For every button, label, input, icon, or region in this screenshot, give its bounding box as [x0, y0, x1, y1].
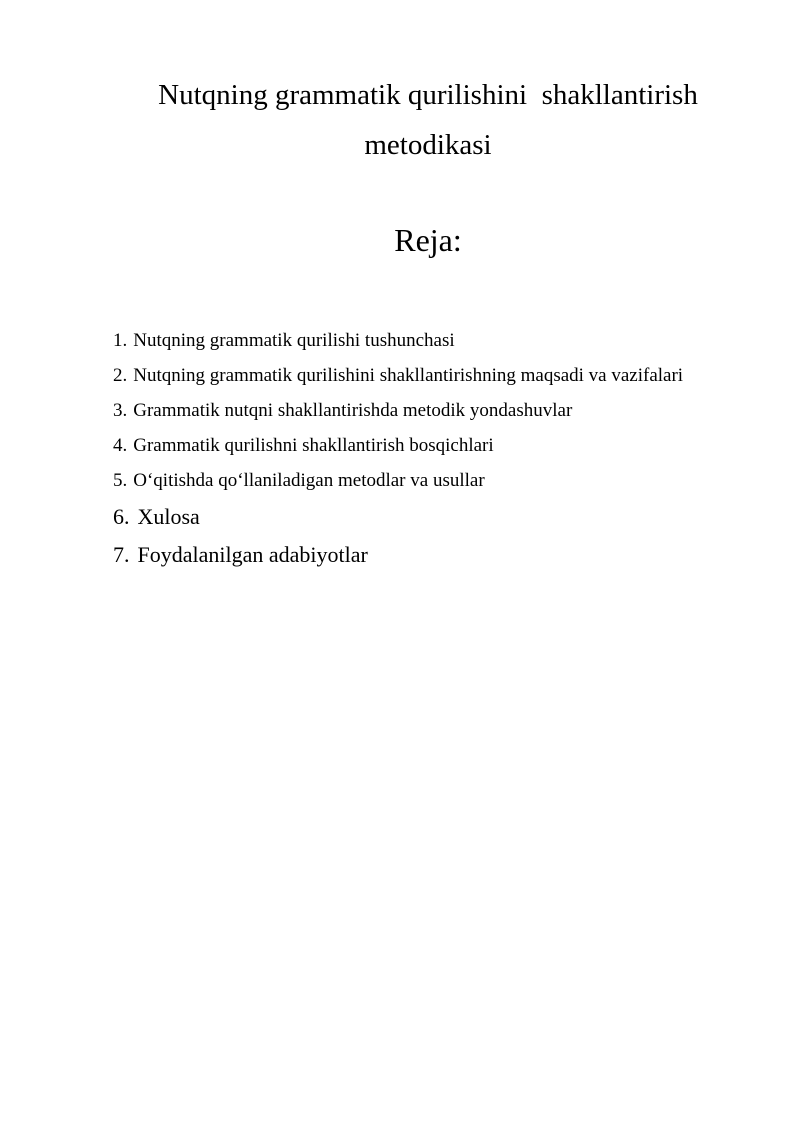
outline-item-number: 1. — [113, 330, 128, 351]
outline-item — [113, 393, 743, 428]
outline-item-text: O‘qitishda qo‘llaniladigan metodlar va usullar — [133, 470, 485, 491]
outline-item-number: 5. — [113, 470, 128, 491]
outline-item-text: Xulosa — [137, 504, 200, 529]
outline-item-text: Grammatik nutqni shakllantirishda metodik yondashuvlar — [133, 400, 573, 421]
outline-item — [113, 536, 743, 574]
outline-item-number: 7. — [113, 542, 130, 567]
document-title-line2: metodikasi — [364, 129, 492, 161]
outline-item-text: Grammatik qurilishni shakllantirish bosqichlari — [133, 435, 494, 456]
outline-item-text: Nutqning grammatik qurilishini shakllantirishning maqsadi va vazifalari — [133, 365, 684, 386]
outline-item-text: Nutqning grammatik qurilishi tushunchasi — [133, 330, 455, 351]
outline-item-number: 6. — [113, 504, 130, 529]
document-title-line1: Nutqning grammatik qurilishini shakllantirish — [158, 79, 698, 111]
outline-item-text: Foydalanilgan adabiyotlar — [137, 542, 368, 567]
outline-item — [113, 323, 743, 358]
outline-item-number: 2. — [113, 365, 128, 386]
outline-item — [113, 463, 743, 498]
outline-item — [113, 428, 743, 463]
document-title — [113, 70, 743, 170]
outline-item — [113, 498, 743, 536]
outline-item-number: 3. — [113, 400, 128, 421]
outline-item — [113, 358, 743, 393]
outline-item-number: 4. — [113, 435, 128, 456]
outline-list — [113, 323, 743, 574]
outline-heading: Reja: — [394, 222, 462, 258]
